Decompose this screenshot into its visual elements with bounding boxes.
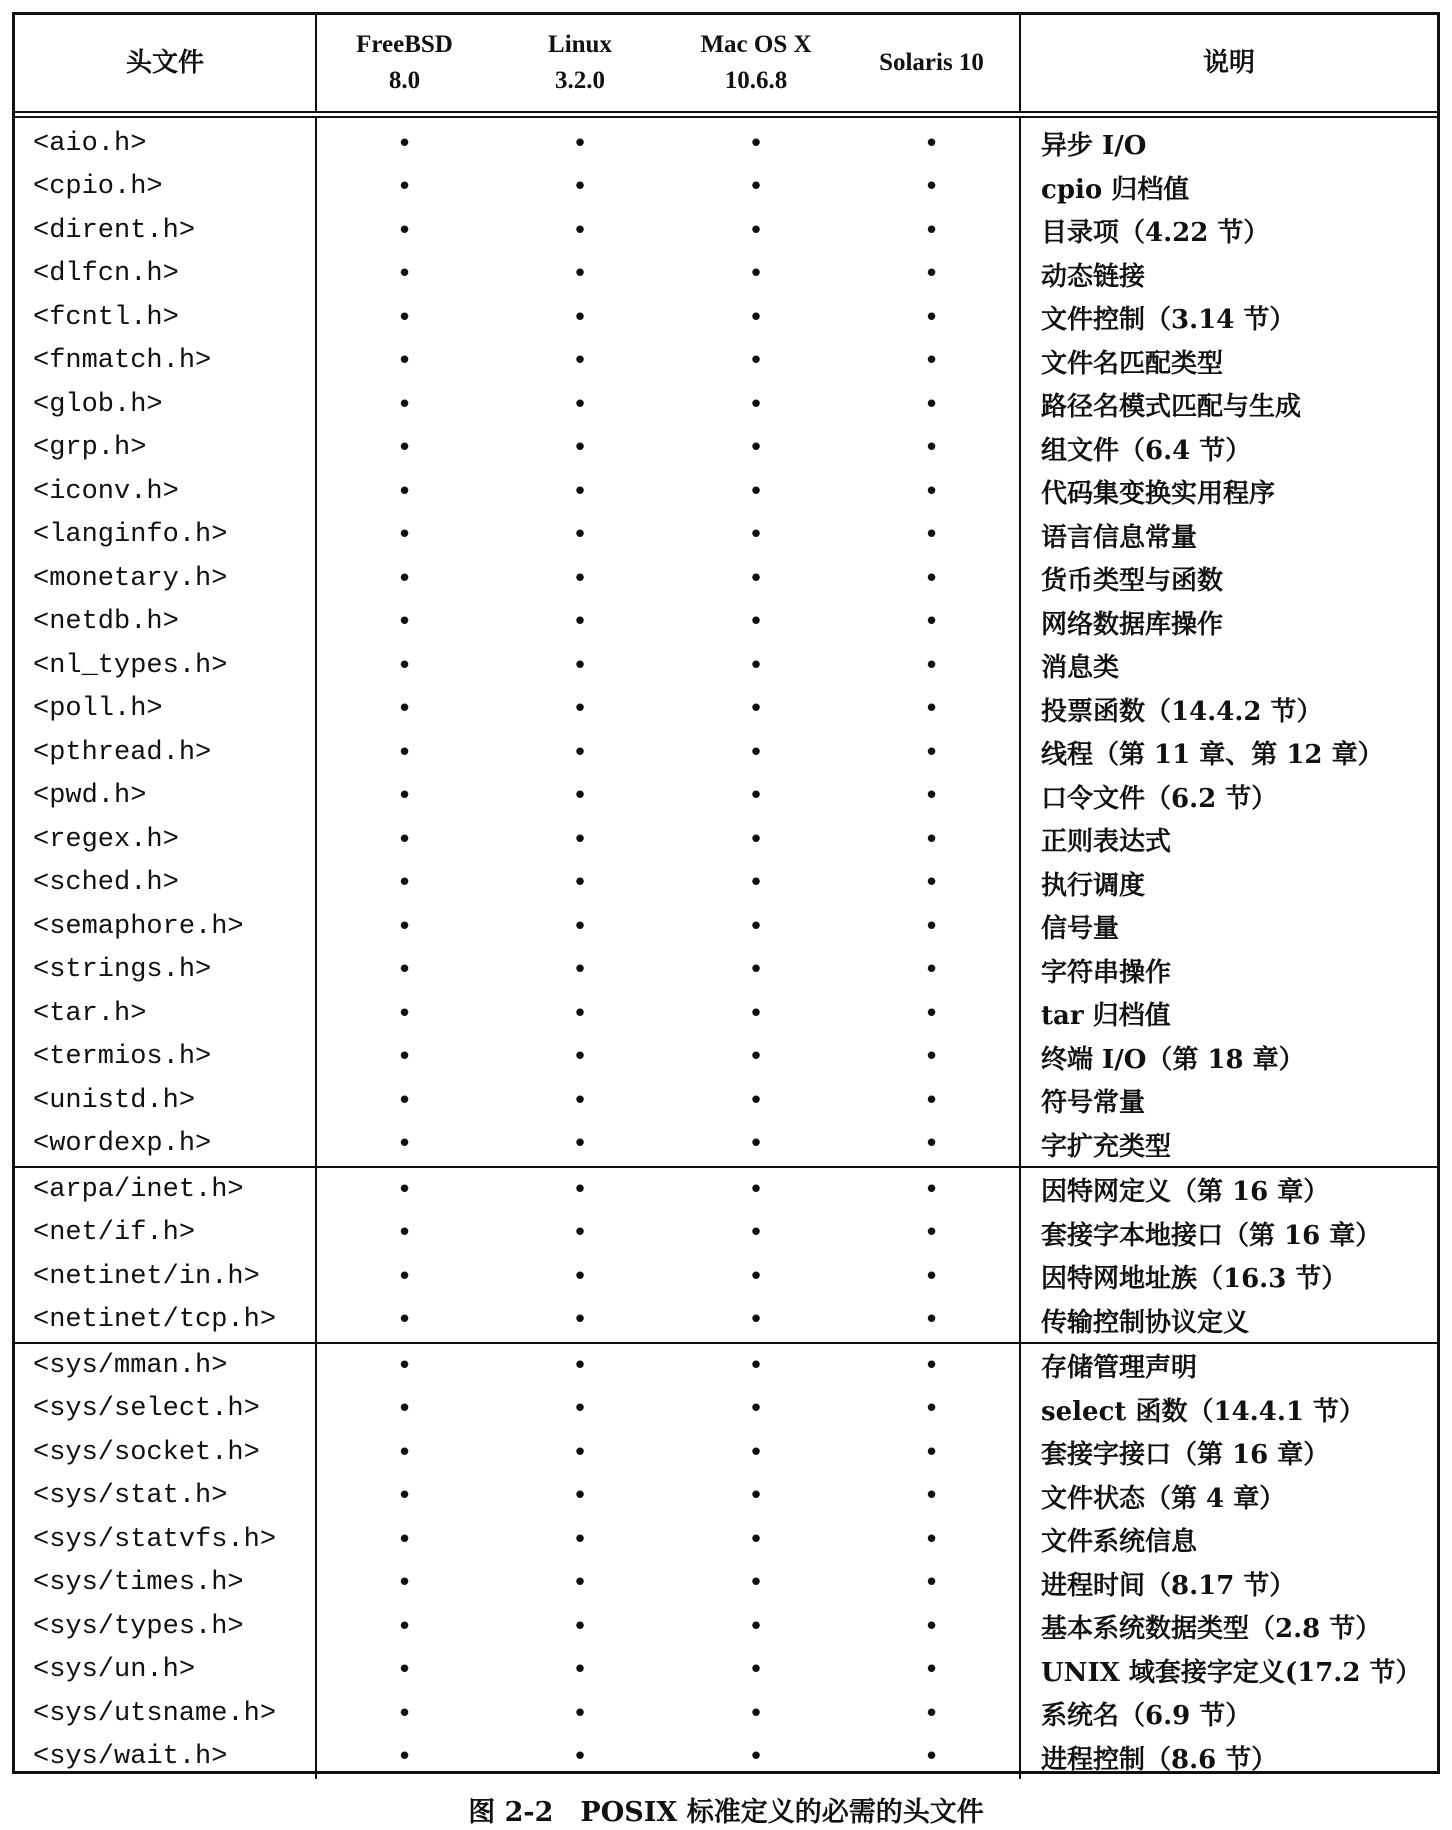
- support-mark-solaris: •: [923, 128, 940, 159]
- header-description: 文件系统信息: [1020, 1518, 1437, 1562]
- support-mark-freebsd: •: [396, 1261, 413, 1292]
- table-body: [15, 115, 1437, 1780]
- header-description: tar 归档值: [1020, 992, 1437, 1036]
- support-mark-macos: •: [748, 172, 764, 203]
- support-mark-linux: •: [572, 1524, 588, 1555]
- support-mark-freebsd: •: [396, 1698, 413, 1729]
- support-mark-linux: •: [572, 911, 588, 942]
- table-row: [15, 1605, 1437, 1649]
- table-row: [15, 1123, 1437, 1168]
- support-mark-macos: •: [748, 824, 764, 855]
- table-row: [15, 1299, 1437, 1344]
- support-mark-solaris: •: [923, 1742, 940, 1773]
- column-header-freebsd: FreeBSD 8.0: [316, 15, 492, 115]
- table-row: [15, 1167, 1437, 1212]
- support-mark-solaris: •: [923, 1524, 940, 1555]
- support-mark-macos: •: [748, 433, 764, 464]
- support-mark-freebsd: •: [396, 998, 413, 1029]
- support-mark-linux: •: [572, 172, 588, 203]
- header-file-name: <netdb.h>: [15, 601, 316, 645]
- table-row: [15, 340, 1437, 384]
- header-description: 语言信息常量: [1020, 514, 1437, 558]
- support-mark-macos: •: [748, 1129, 764, 1160]
- header-file-name: <langinfo.h>: [15, 514, 316, 558]
- header-file-name: <pwd.h>: [15, 775, 316, 819]
- header-file-name: <net/if.h>: [15, 1212, 316, 1256]
- header-file-name: <monetary.h>: [15, 557, 316, 601]
- support-mark-linux: •: [572, 824, 588, 855]
- header-description: 符号常量: [1020, 1079, 1437, 1123]
- support-mark-linux: •: [572, 607, 588, 638]
- support-mark-linux: •: [572, 1305, 588, 1336]
- support-mark-linux: •: [572, 1611, 588, 1642]
- header-description: 因特网定义（第 16 章）: [1020, 1167, 1437, 1212]
- table-row: [15, 949, 1437, 993]
- table-row: [15, 1562, 1437, 1606]
- header-description: 文件名匹配类型: [1020, 340, 1437, 384]
- table-row: [15, 1079, 1437, 1123]
- header-file-name: <aio.h>: [15, 115, 316, 166]
- support-mark-solaris: •: [923, 1437, 940, 1468]
- support-mark-solaris: •: [923, 911, 940, 942]
- support-mark-linux: •: [572, 1129, 588, 1160]
- support-mark-freebsd: •: [396, 1305, 413, 1336]
- support-mark-macos: •: [748, 781, 764, 812]
- support-mark-linux: •: [492, 1167, 668, 1212]
- header-file-name: <sys/socket.h>: [15, 1431, 316, 1475]
- header-file-name: <netinet/in.h>: [15, 1255, 316, 1299]
- header-description: 终端 I/O（第 18 章）: [1020, 1036, 1437, 1080]
- column-header-file: 头文件: [15, 15, 316, 115]
- support-mark-linux: •: [572, 1394, 588, 1425]
- header-description: 基本系统数据类型（2.8 节）: [1020, 1605, 1437, 1649]
- header-file-name: <arpa/inet.h>: [15, 1167, 316, 1212]
- header-description: 代码集变换实用程序: [1020, 470, 1437, 514]
- support-mark-solaris: •: [923, 389, 940, 420]
- support-mark-freebsd: •: [396, 302, 413, 333]
- column-header-macos: Mac OS X 10.6.8: [668, 15, 844, 115]
- support-mark-solaris: •: [923, 520, 940, 551]
- support-mark-macos: •: [748, 389, 764, 420]
- support-mark-solaris: •: [923, 1042, 940, 1073]
- header-file-name: <sys/times.h>: [15, 1562, 316, 1606]
- header-file-name: <pthread.h>: [15, 731, 316, 775]
- table-row: [15, 1736, 1437, 1780]
- support-mark-macos: •: [748, 650, 764, 681]
- support-mark-macos: •: [748, 563, 764, 594]
- header-description: 线程（第 11 章、第 12 章）: [1020, 731, 1437, 775]
- support-mark-macos: •: [748, 1437, 764, 1468]
- support-mark-linux: •: [572, 259, 588, 290]
- support-mark-solaris: •: [923, 215, 940, 246]
- header-file-name: <sys/stat.h>: [15, 1475, 316, 1519]
- support-mark-macos: •: [748, 1394, 764, 1425]
- support-mark-macos: •: [748, 1481, 764, 1512]
- header-description: 货币类型与函数: [1020, 557, 1437, 601]
- table-row: [15, 992, 1437, 1036]
- header-description: 进程控制（8.6 节）: [1020, 1736, 1437, 1780]
- header-description: 字符串操作: [1020, 949, 1437, 993]
- header-description: 套接字本地接口（第 16 章）: [1020, 1212, 1437, 1256]
- support-mark-freebsd: •: [396, 1129, 413, 1160]
- support-mark-macos: •: [748, 1524, 764, 1555]
- support-mark-macos: •: [748, 998, 764, 1029]
- support-mark-linux: •: [572, 476, 588, 507]
- support-mark-linux: •: [572, 1742, 588, 1773]
- header-file-name: <sys/mman.h>: [15, 1343, 316, 1388]
- header-description: 投票函数（14.4.2 节）: [1020, 688, 1437, 732]
- header-file-name: <tar.h>: [15, 992, 316, 1036]
- header-file-name: <cpio.h>: [15, 166, 316, 210]
- header-description: 因特网地址族（16.3 节）: [1020, 1255, 1437, 1299]
- support-mark-linux: •: [572, 433, 588, 464]
- support-mark-linux: •: [492, 1343, 668, 1388]
- support-mark-linux: •: [572, 955, 588, 986]
- support-mark-macos: •: [748, 215, 764, 246]
- support-mark-freebsd: •: [396, 389, 413, 420]
- support-mark-linux: •: [572, 781, 588, 812]
- table-row: [15, 1036, 1437, 1080]
- support-mark-macos: •: [748, 1261, 764, 1292]
- posix-header-table: [12, 12, 1440, 1774]
- header-file-name: <sys/utsname.h>: [15, 1692, 316, 1736]
- support-mark-linux: •: [572, 868, 588, 899]
- header-file-name: <sys/statvfs.h>: [15, 1518, 316, 1562]
- support-mark-freebsd: •: [396, 1655, 413, 1686]
- header-file-name: <netinet/tcp.h>: [15, 1299, 316, 1344]
- header-description: 异步 I/O: [1020, 115, 1437, 166]
- support-mark-macos: •: [748, 520, 764, 551]
- table-row: [15, 557, 1437, 601]
- table-row: [15, 1255, 1437, 1299]
- header-description: 文件控制（3.14 节）: [1020, 296, 1437, 340]
- table-header-row: [15, 15, 1437, 115]
- header-description: 文件状态（第 4 章）: [1020, 1475, 1437, 1519]
- support-mark-linux: •: [572, 1481, 588, 1512]
- header-description: 字扩充类型: [1020, 1123, 1437, 1168]
- support-mark-freebsd: •: [396, 824, 413, 855]
- column-header-linux: Linux 3.2.0: [492, 15, 668, 115]
- support-mark-macos: •: [748, 302, 764, 333]
- support-mark-linux: •: [572, 737, 588, 768]
- header-file-name: <grp.h>: [15, 427, 316, 471]
- support-mark-macos: •: [748, 128, 764, 159]
- support-mark-solaris: •: [923, 476, 940, 507]
- support-mark-freebsd: •: [396, 1437, 413, 1468]
- support-mark-linux: •: [572, 1437, 588, 1468]
- support-mark-solaris: •: [844, 1167, 1020, 1212]
- table-row: [15, 818, 1437, 862]
- header-description: UNIX 域套接字定义(17.2 节）: [1020, 1649, 1437, 1693]
- table-row: [15, 688, 1437, 732]
- header-table: [15, 15, 1437, 1779]
- figure-caption: 图 2-2 POSIX 标准定义的必需的头文件: [468, 1797, 984, 1828]
- support-mark-linux: •: [572, 650, 588, 681]
- support-mark-freebsd: •: [396, 346, 413, 377]
- support-mark-linux: •: [572, 1042, 588, 1073]
- support-mark-freebsd: •: [396, 520, 413, 551]
- table-row: [15, 383, 1437, 427]
- table-row: [15, 1343, 1437, 1388]
- support-mark-linux: •: [572, 998, 588, 1029]
- header-description: 正则表达式: [1020, 818, 1437, 862]
- support-mark-linux: •: [572, 302, 588, 333]
- column-header-desc: 说明: [1020, 15, 1437, 115]
- support-mark-freebsd: •: [396, 781, 413, 812]
- header-description: 信号量: [1020, 905, 1437, 949]
- header-file-name: <fnmatch.h>: [15, 340, 316, 384]
- header-description: 系统名（6.9 节）: [1020, 1692, 1437, 1736]
- support-mark-freebsd: •: [396, 1481, 413, 1512]
- header-file-name: <sys/select.h>: [15, 1388, 316, 1432]
- support-mark-freebsd: •: [396, 737, 413, 768]
- support-mark-freebsd: •: [396, 1042, 413, 1073]
- support-mark-macos: •: [748, 476, 764, 507]
- header-description: 组文件（6.4 节）: [1020, 427, 1437, 471]
- table-row: [15, 1431, 1437, 1475]
- header-description: 目录项（4.22 节）: [1020, 209, 1437, 253]
- support-mark-linux: •: [572, 694, 588, 725]
- header-file-name: <iconv.h>: [15, 470, 316, 514]
- header-file-name: <unistd.h>: [15, 1079, 316, 1123]
- header-file-name: <dlfcn.h>: [15, 253, 316, 297]
- support-mark-freebsd: •: [396, 694, 413, 725]
- support-mark-solaris: •: [923, 694, 940, 725]
- support-mark-solaris: •: [923, 1568, 940, 1599]
- support-mark-macos: •: [748, 259, 764, 290]
- support-mark-macos: •: [748, 1698, 764, 1729]
- header-file-name: <semaphore.h>: [15, 905, 316, 949]
- support-mark-solaris: •: [923, 1481, 940, 1512]
- header-file-name: <sys/types.h>: [15, 1605, 316, 1649]
- support-mark-solaris: •: [923, 1129, 940, 1160]
- table-row: [15, 1388, 1437, 1432]
- support-mark-freebsd: •: [396, 868, 413, 899]
- table-row: [15, 1649, 1437, 1693]
- support-mark-freebsd: •: [396, 955, 413, 986]
- table-row: [15, 166, 1437, 210]
- support-mark-macos: •: [748, 1611, 764, 1642]
- table-row: [15, 905, 1437, 949]
- support-mark-linux: •: [572, 128, 588, 159]
- support-mark-linux: •: [572, 1261, 588, 1292]
- support-mark-freebsd: •: [396, 1742, 413, 1773]
- support-mark-macos: •: [668, 1343, 844, 1388]
- table-row: [15, 470, 1437, 514]
- support-mark-linux: •: [572, 215, 588, 246]
- table-row: [15, 115, 1437, 166]
- header-file-name: <fcntl.h>: [15, 296, 316, 340]
- header-file-name: <sys/un.h>: [15, 1649, 316, 1693]
- support-mark-freebsd: •: [396, 215, 413, 246]
- support-mark-linux: •: [572, 520, 588, 551]
- support-mark-freebsd: •: [316, 1343, 492, 1388]
- support-mark-macos: •: [748, 1305, 764, 1336]
- support-mark-macos: •: [748, 1655, 764, 1686]
- support-mark-freebsd: •: [396, 1611, 413, 1642]
- support-mark-macos: •: [748, 737, 764, 768]
- header-description: 动态链接: [1020, 253, 1437, 297]
- table-row: [15, 1212, 1437, 1256]
- support-mark-solaris: •: [923, 302, 940, 333]
- support-mark-freebsd: •: [396, 128, 413, 159]
- header-file-name: <regex.h>: [15, 818, 316, 862]
- support-mark-macos: •: [748, 1218, 764, 1249]
- support-mark-solaris: •: [923, 1218, 940, 1249]
- table-row: [15, 601, 1437, 645]
- support-mark-freebsd: •: [396, 172, 413, 203]
- header-file-name: <sys/wait.h>: [15, 1736, 316, 1780]
- support-mark-linux: •: [572, 1568, 588, 1599]
- support-mark-solaris: •: [923, 346, 940, 377]
- support-mark-solaris: •: [923, 824, 940, 855]
- support-mark-solaris: •: [923, 955, 940, 986]
- support-mark-macos: •: [748, 607, 764, 638]
- header-description: 套接字接口（第 16 章）: [1020, 1431, 1437, 1475]
- support-mark-solaris: •: [923, 172, 940, 203]
- support-mark-freebsd: •: [396, 1568, 413, 1599]
- support-mark-solaris: •: [923, 607, 940, 638]
- support-mark-macos: •: [748, 955, 764, 986]
- header-description: 执行调度: [1020, 862, 1437, 906]
- support-mark-freebsd: •: [396, 911, 413, 942]
- table-row: [15, 731, 1437, 775]
- support-mark-freebsd: •: [396, 259, 413, 290]
- support-mark-freebsd: •: [396, 563, 413, 594]
- support-mark-freebsd: •: [396, 1394, 413, 1425]
- header-description: 存储管理声明: [1020, 1343, 1437, 1388]
- header-description: 进程时间（8.17 节）: [1020, 1562, 1437, 1606]
- support-mark-macos: •: [748, 1085, 764, 1116]
- header-file-name: <nl_types.h>: [15, 644, 316, 688]
- support-mark-solaris: •: [923, 1611, 940, 1642]
- table-row: [15, 427, 1437, 471]
- support-mark-solaris: •: [923, 1261, 940, 1292]
- column-header-solaris: Solaris 10: [844, 15, 1020, 115]
- support-mark-linux: •: [572, 346, 588, 377]
- support-mark-linux: •: [572, 1698, 588, 1729]
- support-mark-solaris: •: [923, 1698, 940, 1729]
- header-description: select 函数（14.4.1 节）: [1020, 1388, 1437, 1432]
- table-row: [15, 775, 1437, 819]
- support-mark-macos: •: [748, 1042, 764, 1073]
- support-mark-macos: •: [748, 346, 764, 377]
- header-description: 路径名模式匹配与生成: [1020, 383, 1437, 427]
- support-mark-freebsd: •: [396, 1085, 413, 1116]
- support-mark-solaris: •: [923, 433, 940, 464]
- support-mark-freebsd: •: [316, 1167, 492, 1212]
- support-mark-linux: •: [572, 389, 588, 420]
- header-description: cpio 归档值: [1020, 166, 1437, 210]
- support-mark-freebsd: •: [396, 650, 413, 681]
- support-mark-macos: •: [748, 694, 764, 725]
- support-mark-solaris: •: [923, 737, 940, 768]
- support-mark-linux: •: [572, 1218, 588, 1249]
- support-mark-solaris: •: [923, 563, 940, 594]
- header-file-name: <termios.h>: [15, 1036, 316, 1080]
- table-row: [15, 644, 1437, 688]
- support-mark-freebsd: •: [396, 433, 413, 464]
- header-description: 口令文件（6.2 节）: [1020, 775, 1437, 819]
- support-mark-macos: •: [748, 868, 764, 899]
- support-mark-solaris: •: [923, 1085, 940, 1116]
- header-description: 消息类: [1020, 644, 1437, 688]
- support-mark-solaris: •: [844, 1343, 1020, 1388]
- support-mark-linux: •: [572, 1655, 588, 1686]
- header-file-name: <wordexp.h>: [15, 1123, 316, 1168]
- table-row: [15, 253, 1437, 297]
- support-mark-freebsd: •: [396, 1218, 413, 1249]
- support-mark-solaris: •: [923, 259, 940, 290]
- support-mark-solaris: •: [923, 1394, 940, 1425]
- support-mark-solaris: •: [923, 1655, 940, 1686]
- table-row: [15, 209, 1437, 253]
- table-row: [15, 1692, 1437, 1736]
- support-mark-macos: •: [748, 911, 764, 942]
- table-row: [15, 514, 1437, 558]
- header-file-name: <dirent.h>: [15, 209, 316, 253]
- header-file-name: <glob.h>: [15, 383, 316, 427]
- header-file-name: <strings.h>: [15, 949, 316, 993]
- support-mark-freebsd: •: [396, 476, 413, 507]
- support-mark-solaris: •: [923, 781, 940, 812]
- support-mark-solaris: •: [923, 998, 940, 1029]
- support-mark-solaris: •: [923, 868, 940, 899]
- support-mark-macos: •: [748, 1742, 764, 1773]
- header-description: 网络数据库操作: [1020, 601, 1437, 645]
- header-description: 传输控制协议定义: [1020, 1299, 1437, 1344]
- support-mark-linux: •: [572, 563, 588, 594]
- support-mark-freebsd: •: [396, 1524, 413, 1555]
- support-mark-macos: •: [748, 1568, 764, 1599]
- header-file-name: <poll.h>: [15, 688, 316, 732]
- support-mark-linux: •: [572, 1085, 588, 1116]
- header-file-name: <sched.h>: [15, 862, 316, 906]
- support-mark-freebsd: •: [396, 607, 413, 638]
- support-mark-solaris: •: [923, 1305, 940, 1336]
- table-row: [15, 862, 1437, 906]
- support-mark-solaris: •: [923, 650, 940, 681]
- table-row: [15, 1518, 1437, 1562]
- support-mark-macos: •: [668, 1167, 844, 1212]
- table-row: [15, 296, 1437, 340]
- table-row: [15, 1475, 1437, 1519]
